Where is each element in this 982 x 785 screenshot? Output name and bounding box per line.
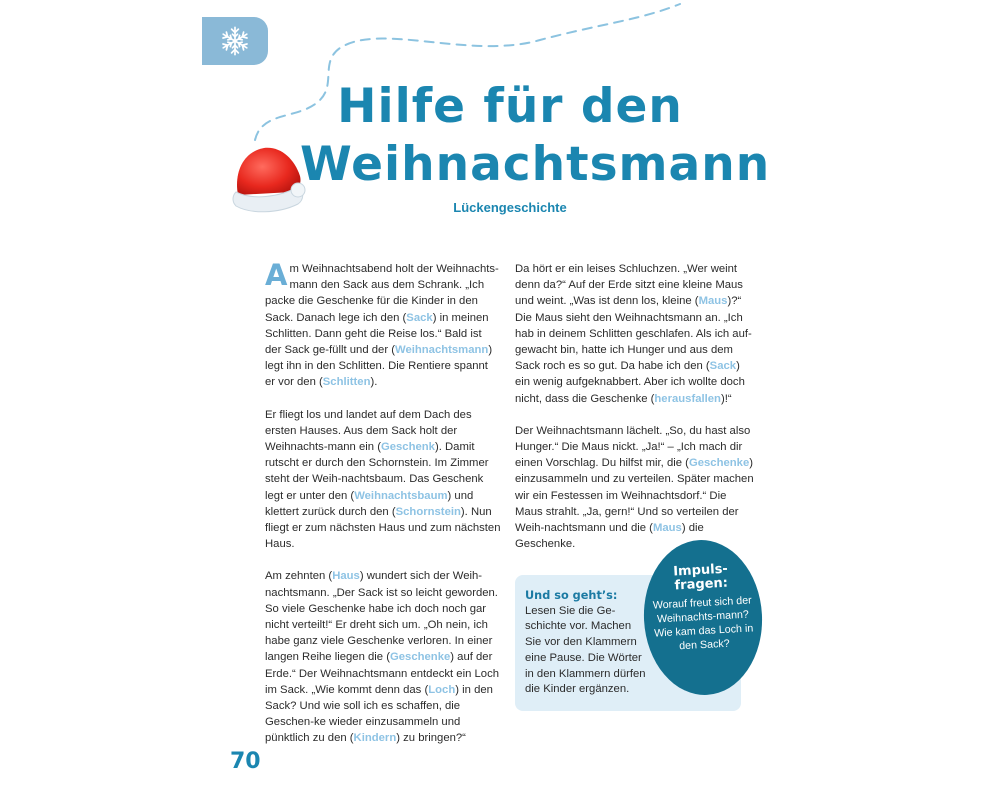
gap-word: Maus: [652, 522, 682, 535]
snowflake-tab: [202, 17, 268, 65]
story-paragraph-2: Er fliegt los und landet auf dem Dach des ersten Hauses. Aus dem Sack holt der Weihnachts-mann ein (Geschenk). Damit rutscht er durch den Schornstein. Im Zimmer steht der Weih-nachtsbaum. Das Geschenk legt er unter den (Weihnachtsbaum) und klettert zurück durch den (Schornstein). Nun fliegt er zum nächsten Haus und zum nächsten Haus.: [265, 408, 501, 551]
gap-word: Geschenke: [389, 651, 451, 664]
story-column-left: [265, 258, 501, 763]
gap-word: Weihnachtsmann: [394, 344, 489, 357]
impulse-title: Impuls- fragen:: [672, 561, 729, 594]
santa-hat-icon: [228, 140, 308, 216]
gap-word: Maus: [698, 295, 728, 308]
gap-word: Loch: [428, 683, 456, 696]
gap-word: Schlitten: [322, 376, 371, 389]
instructions-title: Und so geht’s:: [525, 589, 618, 602]
title-line-1: Hilfe für den: [337, 79, 683, 134]
gap-word: Sack: [709, 360, 737, 373]
snowflake-icon: [218, 24, 252, 58]
gap-word: Sack: [406, 311, 433, 324]
impulse-text: Worauf freut sich der Weihnachts-mann? Wie kam das Loch in den Sack?: [652, 594, 754, 653]
story-paragraph-4: Da hört er ein leises Schluchzen. „Wer weint denn da?“ Auf der Erde sitzt eine kleine Maus und weint. „Was ist denn los, kleine (Maus)?“ Die Maus sieht den Weihnachtsmann an. „Ich hab in deinem Schlitten geschlafen. Als ich auf-gewacht bin, hatte ich Hunger und aus dem Sack roch es so gut. Da habe ich den (Sack) ein wenig aufgeknabbert. Aber ich wollte doch nicht, dass die Geschenke (herausfallen)!“: [515, 263, 752, 405]
page-number: 70: [230, 749, 261, 774]
story-column-right: [515, 261, 755, 568]
drop-cap: A: [265, 258, 288, 292]
gap-word: Kindern: [353, 732, 397, 745]
story-paragraph-1: Am Weihnachtsabend holt der Weihnachts-mann den Sack aus dem Schrank. „Ich packe die Geschenke für die Kinder in den Sack. Danach lege ich den (Sack) in meinen Schlitten. Dann geht die Reise los.“ Bald ist der Sack ge-füllt und der (Weihnachtsmann) legt ihn in den Schlitten. Die Rentiere spannt er vor den (Schlitten).: [265, 258, 499, 389]
story-paragraph-5: Der Weihnachtsmann lächelt. „So, du hast also Hunger.“ Die Maus nickt. „Ja!“ – „Ich mach dir einen Vorschlag. Du hilfst mir, die (Geschenke) einzusammeln und zu verteilen. Später machen wir ein Festessen im Weihnachtsdorf.“ Die Maus strahlt. „Ja, gern!“ Und so verteilen der Weih-nachtsmann und die (Maus) die Geschenke.: [515, 424, 754, 551]
title-line-2: Weihnachtsmann: [300, 137, 771, 192]
gap-word: Geschenk: [380, 441, 435, 454]
subtitle: Lückengeschichte: [453, 200, 567, 215]
gap-word: Geschenke: [688, 457, 750, 470]
gap-word: Haus: [332, 570, 360, 583]
page-title: [300, 78, 771, 194]
gap-word: Weihnachtsbaum: [354, 489, 448, 502]
gap-word: Schornstein: [395, 505, 461, 518]
gap-word: herausfallen: [654, 392, 721, 405]
story-paragraph-3: Am zehnten (Haus) wundert sich der Weih-nachtsmann. „Der Sack ist so leicht geworden. So viele Geschenke habe ich doch noch gar nicht verteilt!“ Er dreht sich um. „Oh nein, ich habe ganz viele Geschenke verloren. In einer langen Reihe liegen die (Geschenke) auf der Erde.“ Der Weihnachtsmann entdeckt ein Loch im Sack. „Wie kommt denn das (Loch) in den Sack? Und wie soll ich es schaffen, die Geschen-ke wieder einzusammeln und pünktlich zu den (Kindern) zu bringen?“: [265, 570, 500, 745]
instructions-text: Lesen Sie die Ge-schichte vor. Machen Sie vor den Klammern eine Pause. Die Wörter in den Klammern dürfen die Kinder ergänzen.: [525, 604, 646, 696]
